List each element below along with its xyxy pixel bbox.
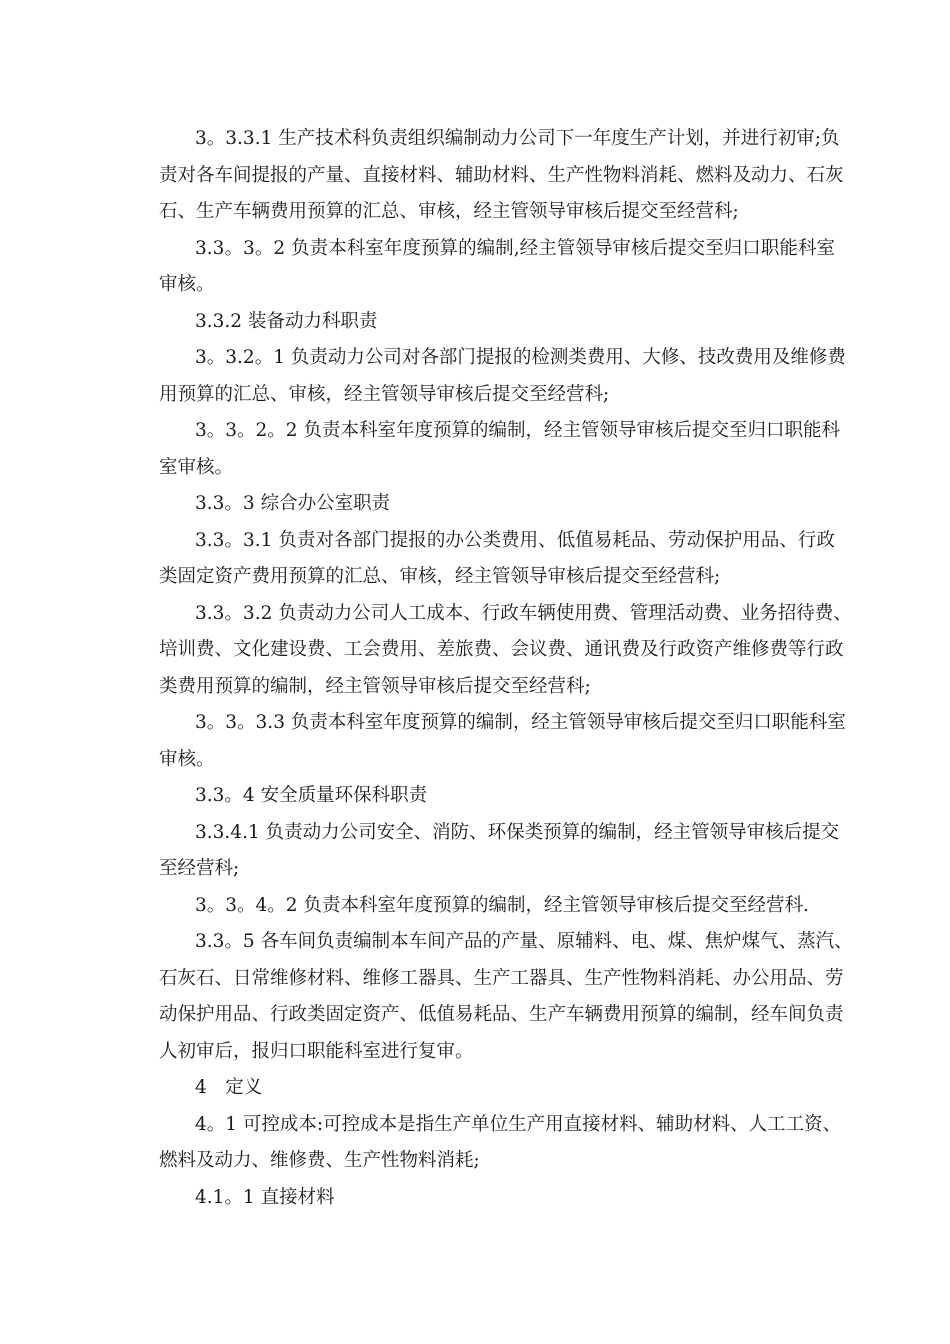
paragraph-3-3-3-1: [123, 121, 844, 231]
text-line: 类费用预算的编制，经主管领导审核后提交至经营科;: [159, 675, 591, 697]
document-body: [123, 121, 853, 1216]
paragraph-3-3-4-1: [123, 815, 840, 888]
paragraph-3-3-3-2-office: [123, 596, 852, 706]
text-line: 用预算的汇总、审核，经主管领导审核后提交至经营科;: [159, 383, 610, 405]
text-line: 3.3.4.1 负责动力公司安全、消防、环保类预算的编制，经主管领导审核后提交: [195, 821, 840, 843]
section-heading: 4 定义: [195, 1077, 263, 1098]
paragraph-3-3-5: [123, 924, 853, 1070]
text-line: 类固定资产费用预算的汇总、审核，经主管领导审核后提交至经营科;: [159, 566, 721, 587]
text-line: 至经营科;: [159, 858, 240, 879]
paragraph-3-3-2-2: [123, 413, 840, 486]
heading-3-3-4: [123, 778, 835, 815]
section-heading: 3.3。3 综合办公室职责: [195, 493, 391, 514]
text-line: 3。3.2。1 负责动力公司对各部门提报的检测类费用、大修、技改费用及维修费: [195, 347, 846, 368]
text-line: 石、生产车辆费用预算的汇总、审核，经主管领导审核后提交至经营科;: [159, 201, 739, 222]
section-heading: 3.3.2 装备动力科职责: [195, 310, 378, 332]
paragraph-3-3-4-2: [123, 888, 835, 925]
text-line: 3.3。3。2 负责本科室年度预算的编制,经主管领导审核后提交至归口职能科室: [195, 237, 835, 259]
text-line: 培训费、文化建设费、工会费用、差旅费、会议费、通讯费及行政资产维修费等行政: [159, 639, 844, 660]
heading-4-1-1: [123, 1180, 835, 1217]
section-heading: 4.1。1 直接材料: [195, 1186, 335, 1208]
text-line: 室审核。: [159, 456, 234, 478]
text-line: 动保护用品、行政类固定资产、低值易耗品、生产车辆费用预算的编制，经车间负责: [159, 1004, 844, 1025]
paragraph-3-3-3-2-first: [123, 231, 835, 304]
text-line: 3。3。4。2 负责本科室年度预算的编制，经主管领导审核后提交至经营科.: [195, 894, 809, 916]
section-heading: 3.3。4 安全质量环保科职责: [195, 785, 428, 806]
text-line: 审核。: [159, 274, 215, 295]
paragraph-3-3-3-1-office: [123, 523, 835, 596]
text-line: 3。3.3.1 生产技术科负责组织编制动力公司下一年度生产计划，并进行初审;负: [195, 128, 840, 149]
text-line: 3。3。2。2 负责本科室年度预算的编制，经主管领导审核后提交至归口职能科: [195, 420, 840, 441]
text-line: 石灰石、日常维修材料、维修工器具、生产工器具、生产性物料消耗、办公用品、劳: [159, 967, 844, 989]
heading-3-3-3: [123, 486, 835, 523]
text-line: 3.3。3.1 负责对各部门提报的办公类费用、低值易耗品、劳动保护用品、行政: [195, 529, 835, 551]
text-line: 责对各车间提报的产量、直接材料、辅助材料、生产性物料消耗、燃料及动力、石灰: [159, 164, 844, 186]
text-line: 3.3。3.2 负责动力公司人工成本、行政车辆使用费、管理活动费、业务招待费、: [195, 602, 852, 624]
text-line: 3。3。3.3 负责本科室年度预算的编制，经主管领导审核后提交至归口职能科室: [195, 712, 846, 733]
text-line: 燃料及动力、维修费、生产性物料消耗;: [159, 1150, 480, 1171]
paragraph-3-3-2-1: [123, 340, 846, 413]
text-line: 4。1 可控成本:可控成本是指生产单位生产用直接材料、辅助材料、人工工资、: [195, 1113, 842, 1135]
paragraph-3-3-3-3: [123, 705, 846, 778]
text-line: 审核。: [159, 748, 215, 770]
text-line: 3.3。5 各车间负责编制本车间产品的产量、原辅料、电、煤、焦炉煤气、蒸汽、: [195, 931, 853, 952]
heading-3-3-2: [123, 304, 835, 341]
text-line: 人初审后，报归口职能科室进行复审。: [159, 1040, 474, 1062]
paragraph-4-1: [123, 1107, 842, 1180]
heading-4-definition: [123, 1070, 835, 1107]
